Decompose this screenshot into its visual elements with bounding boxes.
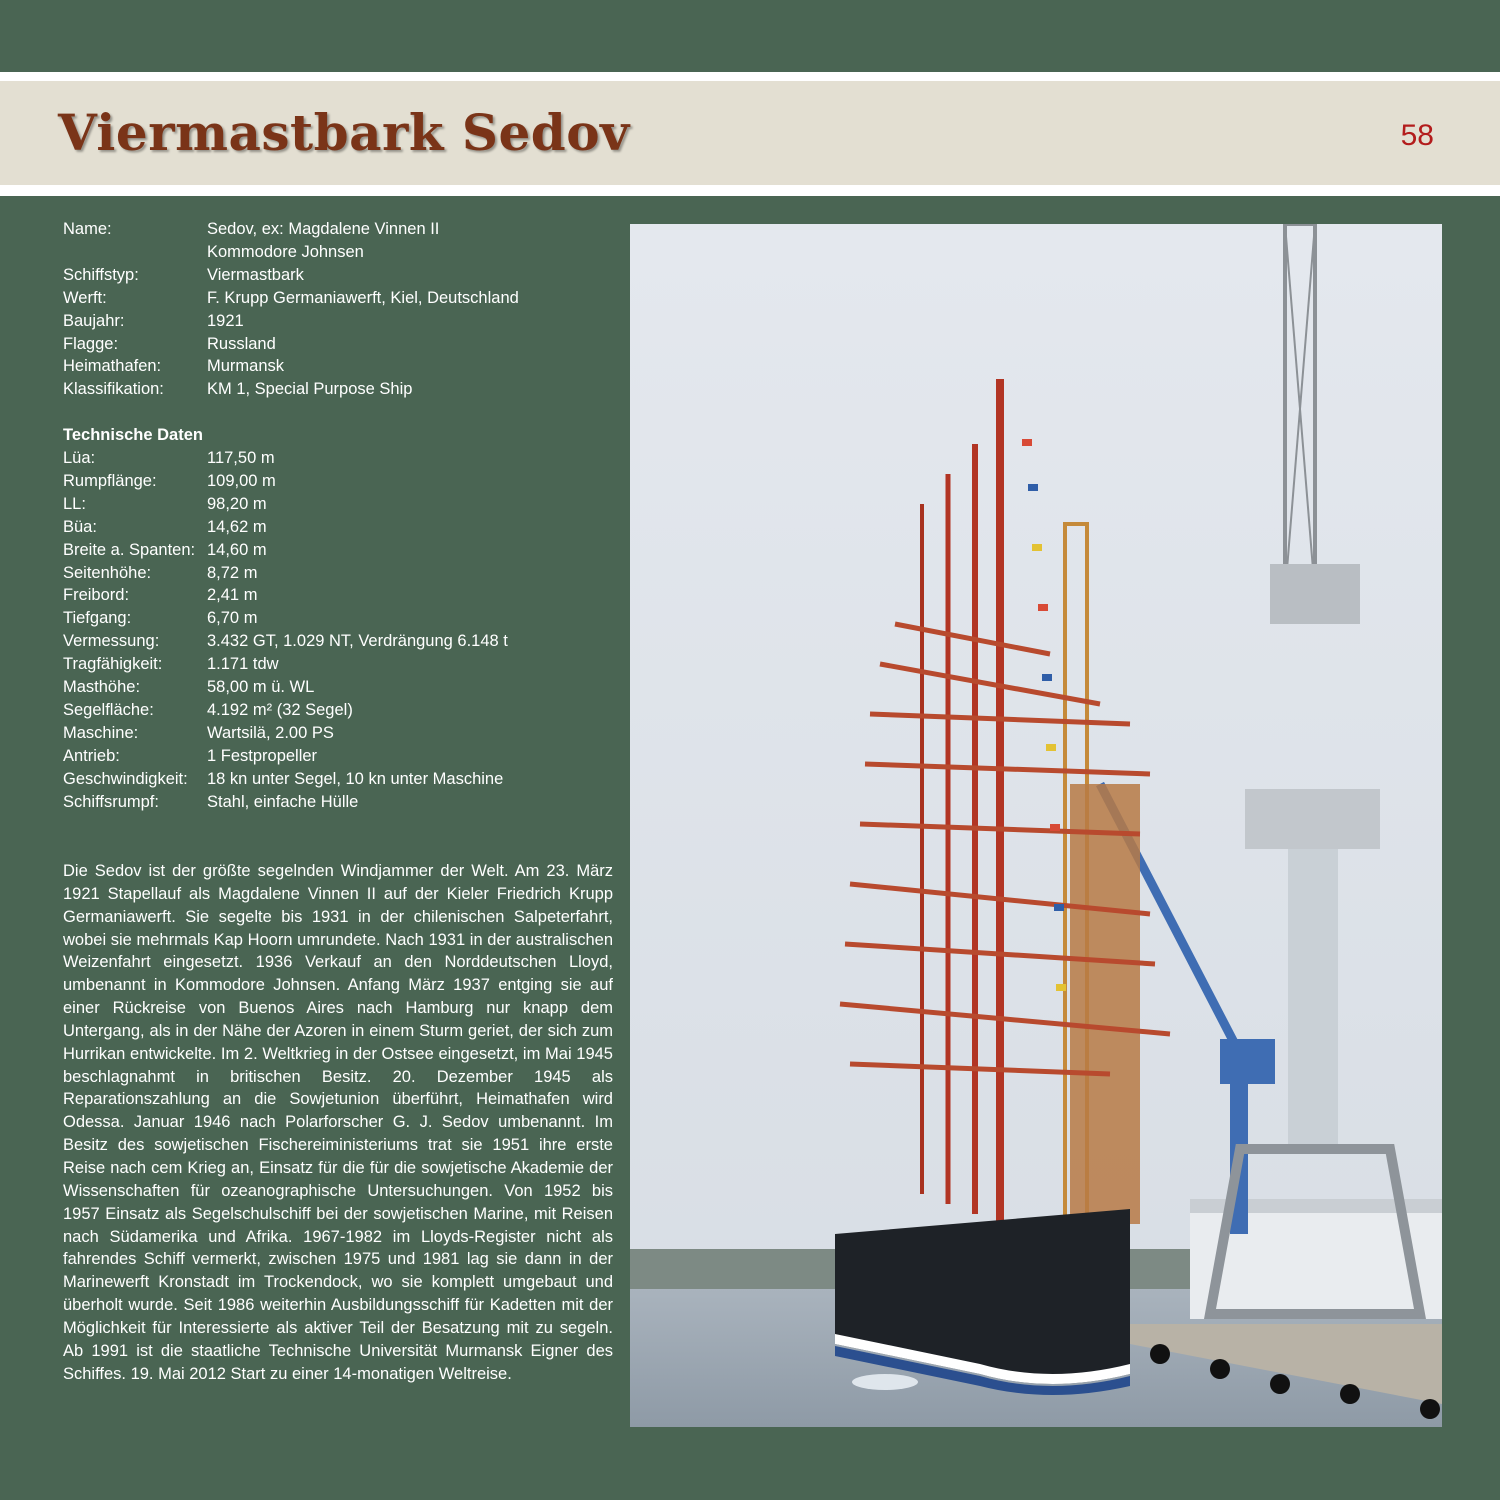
spec-label: Schiffstyp:: [63, 265, 139, 284]
tech-value: 1.171 tdw: [207, 655, 279, 674]
tech-value: 14,62 m: [207, 517, 267, 536]
tech-label: Freibord:: [63, 586, 130, 605]
tech-label: Maschine:: [63, 723, 139, 742]
spec-label: Flagge:: [63, 334, 119, 353]
tech-label: Büa:: [63, 517, 97, 536]
tech-label: Vermessung:: [63, 632, 160, 651]
spec-row: [63, 310, 623, 333]
tech-label: Schiffsrumpf:: [63, 792, 159, 811]
spec-value: Viermastbark: [207, 265, 304, 284]
spec-row: [63, 355, 623, 378]
description-text: Die Sedov ist der größte segelnden Windjammer der Welt. Am 23. März 1921 Stapellauf als Magdalene Vinnen II auf der Kieler Friedrich Krupp Germaniawerft. Sie segelte bis 1931 in der chilenischen Salpeterfahrt, wobei sie mehrmals Kap Hoorn umrundete. Nach 1931 in der australischen Weizenfahrt eingesetzt. 1936 Verkauf an den Norddeutschen Lloyd, umbenannt in Kommodore Johnsen. Anfang März 1937 entging sie auf einer Rückreise von Buenos Aires nach Hamburg nur knapp dem Untergang, als in der Nähe der Azoren in einem Sturm geriet, der sich zum Hurrikan entwickelte. Im 2. Weltkrieg in der Ostsee eingesetzt, im Mai 1945 beschlagnahmt in britischen Besitz. 20. Dezember 1945 als Reparationszahlung an die Sowjetunion überführt, Heimathafen wird Odessa. Januar 1946 nach Polarforscher G. J. Sedov umbenannt. Im Besitz des sowjetischen Fischereiministeriums trat sie 1951 ihre erste Reise nach cem Krieg an, Einsatz für die für die sowjetische Akademie der Wissenschaften für ozeanographische Untersuchungen. Von 1952 bis 1957 Einsatz als Segelschulschiff bei der sowjetischen Marine, mit Reisen nach Südamerika und Afrika. 1967-1982 im Lloyds-Register nicht als fahrendes Schiff vermerkt, zwischen 1975 und 1981 lag sie dann in der Marinewerft Kronstadt im Trockendock, wo sie komplett umgebaut und überholt wurde. Seit 1986 weiterhin Ausbildungsschiff für Kadetten mit der Möglichkeit für Interessierte als aktiver Teil der Besatzung mit zu segeln. Ab 1991 ist die staatliche Technische Universität Murmansk Eigner des Schiffes. 19. Mai 2012 Start zu einer 14-monatigen Weltreise.: [63, 862, 613, 1383]
tech-row: [63, 676, 623, 699]
tech-row: [63, 630, 623, 653]
spec-value: Sedov, ex: Magdalene Vinnen II: [207, 220, 440, 238]
tech-row: [63, 516, 623, 539]
spec-label: Name:: [63, 220, 112, 238]
tech-value: 109,00 m: [207, 471, 276, 490]
tech-row: [63, 562, 623, 585]
tech-row: [63, 470, 623, 493]
specs-block: [63, 218, 623, 814]
page-number: 58: [1400, 119, 1434, 152]
technical-heading: Technische Daten: [63, 426, 203, 445]
spec-value: Murmansk: [207, 357, 285, 376]
tech-label: Seitenhöhe:: [63, 563, 152, 582]
tech-row: [63, 584, 623, 607]
spec-row: [63, 264, 623, 287]
tech-row: [63, 653, 623, 676]
ship-illustration: [630, 224, 1442, 1427]
spec-label: Baujahr:: [63, 311, 125, 330]
spec-row: [63, 333, 623, 356]
tech-value: 14,60 m: [207, 540, 267, 559]
tech-value: 2,41 m: [207, 586, 258, 605]
tech-label: Geschwindigkeit:: [63, 769, 188, 788]
header-band: [0, 72, 1500, 196]
tech-label: Tragfähigkeit:: [63, 655, 163, 674]
spec-value: Kommodore Johnsen: [207, 242, 364, 261]
tech-row: [63, 745, 623, 768]
tech-label: Masthöhe:: [63, 678, 141, 697]
spec-row: [63, 287, 623, 310]
tech-value: 3.432 GT, 1.029 NT, Verdrängung 6.148 t: [207, 632, 508, 651]
tech-row: [63, 539, 623, 562]
tech-value: 4.192 m² (32 Segel): [207, 701, 353, 720]
spec-row: [63, 378, 623, 401]
tech-value: Stahl, einfache Hülle: [207, 792, 359, 811]
spec-label: Heimathafen:: [63, 357, 162, 376]
spec-value: Russland: [207, 334, 276, 353]
tech-value: 98,20 m: [207, 494, 267, 513]
page-title: Viermastbark Sedov: [58, 103, 630, 162]
tech-label: Rumpflänge:: [63, 471, 157, 490]
tech-value: 8,72 m: [207, 563, 258, 582]
tech-label: Tiefgang:: [63, 609, 132, 628]
tech-value: 1 Festpropeller: [207, 746, 318, 765]
ship-photo: [630, 224, 1442, 1427]
tech-label: Breite a. Spanten:: [63, 540, 196, 559]
spec-label: Klassifikation:: [63, 380, 164, 399]
tech-label: LL:: [63, 494, 86, 513]
tech-value: 6,70 m: [207, 609, 258, 628]
tech-value: 18 kn unter Segel, 10 kn unter Maschine: [207, 769, 504, 788]
tech-row: [63, 699, 623, 722]
tech-label: Segelfläche:: [63, 701, 154, 720]
tech-value: 117,50 m: [207, 449, 275, 468]
tech-row: [63, 791, 623, 814]
tech-row: [63, 722, 623, 745]
spec-value: F. Krupp Germaniawerft, Kiel, Deutschland: [207, 288, 519, 307]
tech-value: Wartsilä, 2.00 PS: [207, 723, 334, 742]
header-inner: [0, 81, 1500, 185]
spec-label: [63, 241, 207, 264]
spec-value: KM 1, Special Purpose Ship: [207, 380, 413, 399]
spec-row: [63, 218, 623, 241]
tech-row: [63, 768, 623, 791]
tech-row: [63, 447, 623, 470]
tech-value: 58,00 m ü. WL: [207, 678, 315, 697]
spec-row: [63, 241, 623, 264]
spec-label: Werft:: [63, 288, 107, 307]
spec-value: 1921: [207, 311, 244, 330]
tech-label: Lüa:: [63, 449, 96, 468]
tech-row: [63, 607, 623, 630]
tech-label: Antrieb:: [63, 746, 120, 765]
tech-row: [63, 493, 623, 516]
